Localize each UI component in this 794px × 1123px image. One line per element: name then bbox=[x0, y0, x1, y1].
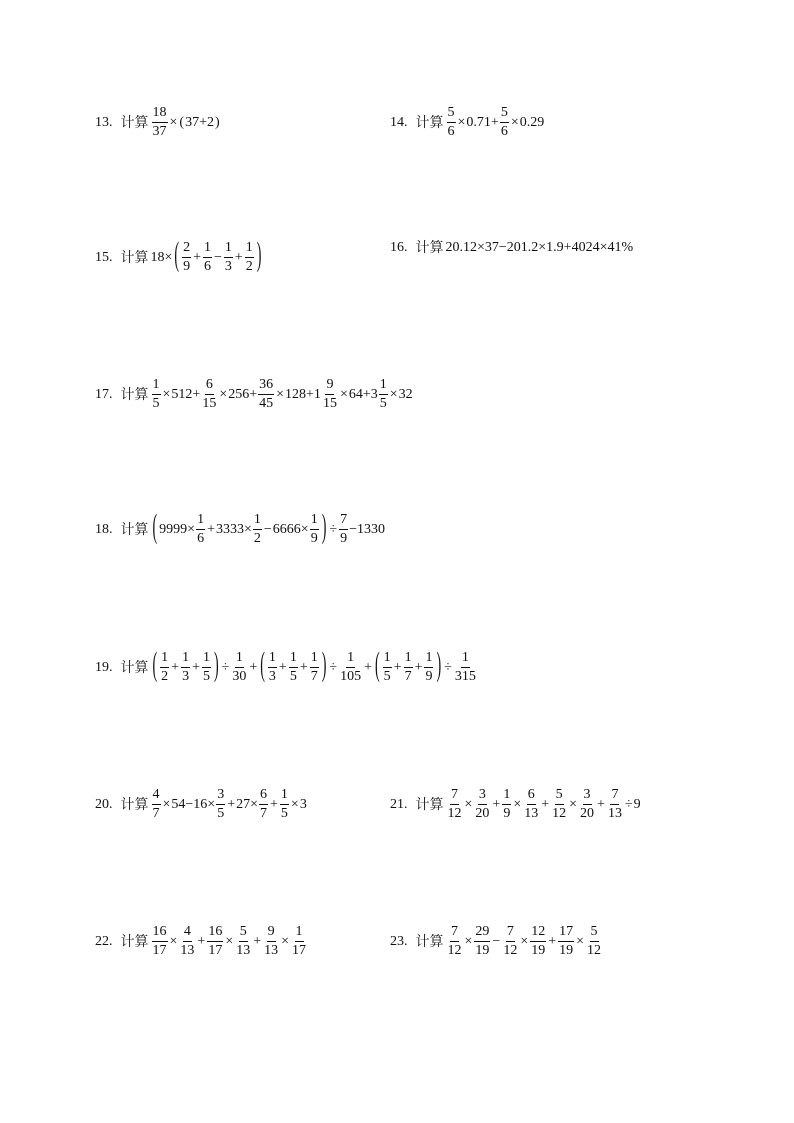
expression bbox=[151, 648, 478, 685]
operator: × bbox=[169, 933, 178, 949]
fraction bbox=[179, 925, 195, 958]
expression bbox=[446, 241, 634, 255]
numerator: 1 bbox=[224, 241, 233, 258]
numerator: 1 bbox=[424, 651, 433, 668]
fraction bbox=[523, 788, 539, 821]
fraction bbox=[379, 378, 388, 411]
fraction bbox=[207, 925, 223, 958]
denominator: 5 bbox=[202, 669, 210, 684]
fraction bbox=[607, 788, 623, 821]
problem-16 bbox=[390, 241, 633, 255]
numerator: 16 bbox=[207, 925, 223, 942]
numerator: 5 bbox=[239, 925, 248, 942]
denominator: 2 bbox=[245, 259, 253, 274]
operator: + bbox=[414, 659, 423, 675]
operator: + bbox=[597, 796, 605, 812]
denominator: 17 bbox=[152, 943, 167, 958]
denominator: 5 bbox=[379, 396, 387, 411]
denominator: 30 bbox=[232, 669, 247, 684]
denominator: 20 bbox=[580, 806, 595, 821]
denominator: 5 bbox=[280, 806, 288, 821]
denominator: 7 bbox=[310, 669, 318, 684]
denominator: 13 bbox=[236, 943, 251, 958]
numerator: 4 bbox=[183, 925, 192, 942]
operator: × bbox=[569, 796, 578, 812]
instruction-label: 计算 bbox=[120, 521, 149, 538]
numerator: 1 bbox=[310, 513, 319, 530]
operator: × bbox=[276, 386, 285, 402]
numerator: 1 bbox=[152, 378, 161, 395]
paren: ) bbox=[214, 114, 220, 130]
denominator: 7 bbox=[152, 806, 160, 821]
operator: + bbox=[249, 659, 258, 675]
numerator: 7 bbox=[450, 925, 459, 942]
problem-13 bbox=[95, 106, 221, 139]
instruction-label: 计算 bbox=[120, 796, 149, 813]
fraction bbox=[474, 788, 490, 821]
problem-21 bbox=[390, 788, 641, 821]
term: 32 bbox=[398, 386, 413, 402]
denominator: 3 bbox=[268, 669, 276, 684]
denominator: 15 bbox=[202, 396, 217, 411]
fraction bbox=[310, 513, 319, 546]
fraction bbox=[152, 788, 161, 821]
fraction bbox=[280, 788, 289, 821]
term: 512+ bbox=[171, 386, 201, 402]
numerator: 7 bbox=[506, 925, 515, 942]
operator: × bbox=[339, 386, 348, 402]
fraction bbox=[201, 378, 217, 411]
denominator: 12 bbox=[503, 943, 518, 958]
denominator: 9 bbox=[425, 669, 433, 684]
numerator: 6 bbox=[527, 788, 536, 805]
numerator: 1 bbox=[253, 513, 262, 530]
numerator: 29 bbox=[474, 925, 490, 942]
term: 9999× bbox=[159, 521, 196, 537]
denominator: 12 bbox=[447, 806, 462, 821]
problem-14 bbox=[390, 106, 544, 139]
problem-number: 21. bbox=[390, 796, 408, 812]
fraction bbox=[500, 106, 509, 139]
term: 54−16× bbox=[171, 796, 216, 812]
denominator: 9 bbox=[310, 531, 318, 546]
operator: × bbox=[290, 796, 299, 812]
fraction bbox=[196, 513, 205, 546]
denominator: 7 bbox=[404, 669, 412, 684]
numerator: 16 bbox=[152, 925, 168, 942]
large-paren: ) bbox=[321, 648, 327, 685]
instruction-label: 计算 bbox=[415, 114, 444, 131]
instruction-label: 计算 bbox=[120, 249, 149, 266]
fraction bbox=[502, 925, 518, 958]
expression bbox=[150, 238, 264, 275]
fraction bbox=[551, 788, 567, 821]
denominator: 6 bbox=[500, 124, 508, 139]
problem-number: 23. bbox=[390, 933, 408, 949]
fraction bbox=[579, 788, 595, 821]
large-paren: ( bbox=[174, 238, 180, 275]
term: 0.29 bbox=[519, 114, 545, 130]
numerator: 9 bbox=[325, 378, 334, 395]
numerator: 1 bbox=[245, 241, 254, 258]
numerator: 18 bbox=[152, 106, 168, 123]
numerator: 2 bbox=[182, 241, 191, 258]
fraction bbox=[182, 241, 191, 274]
fraction bbox=[404, 651, 413, 684]
fraction bbox=[268, 651, 277, 684]
operator: × bbox=[219, 386, 228, 402]
instruction-label: 计算 bbox=[415, 240, 444, 256]
operator: + bbox=[193, 249, 201, 265]
denominator: 20 bbox=[475, 806, 490, 821]
fraction bbox=[474, 925, 490, 958]
denominator: 12 bbox=[587, 943, 602, 958]
numerator: 5 bbox=[500, 106, 509, 123]
term: 0.71+ bbox=[466, 114, 499, 130]
denominator: 15 bbox=[322, 396, 337, 411]
operator: × bbox=[464, 933, 473, 949]
operator: × bbox=[510, 114, 519, 130]
denominator: 12 bbox=[552, 806, 567, 821]
problem-23 bbox=[390, 925, 603, 958]
numerator: 3 bbox=[583, 788, 592, 805]
fraction bbox=[339, 651, 362, 684]
term: −1330 bbox=[349, 521, 385, 537]
fraction bbox=[152, 106, 168, 139]
numerator: 1 bbox=[181, 651, 190, 668]
operator: + bbox=[171, 659, 180, 675]
denominator: 2 bbox=[161, 669, 169, 684]
fraction bbox=[447, 925, 463, 958]
fraction bbox=[310, 651, 319, 684]
numerator: 6 bbox=[259, 788, 268, 805]
denominator: 45 bbox=[259, 396, 274, 411]
numerator: 7 bbox=[339, 513, 348, 530]
operator: + bbox=[192, 659, 200, 675]
denominator: 5 bbox=[152, 396, 160, 411]
denominator: 3 bbox=[182, 669, 190, 684]
numerator: 1 bbox=[203, 241, 212, 258]
numerator: 36 bbox=[258, 378, 274, 395]
paren: ( bbox=[179, 114, 185, 130]
expression bbox=[151, 788, 307, 821]
problem-15 bbox=[95, 238, 263, 275]
operator: + bbox=[548, 933, 557, 949]
denominator: 3 bbox=[224, 259, 232, 274]
expression bbox=[151, 378, 413, 411]
fraction bbox=[181, 651, 190, 684]
large-paren: ( bbox=[152, 510, 158, 547]
operator: + bbox=[364, 659, 372, 675]
expression bbox=[446, 788, 641, 821]
operator: × bbox=[520, 933, 529, 949]
denominator: 37 bbox=[152, 124, 167, 139]
fraction bbox=[339, 513, 348, 546]
expression bbox=[151, 106, 221, 139]
operator: + bbox=[299, 659, 308, 675]
large-paren: ) bbox=[256, 238, 262, 275]
numerator: 5 bbox=[590, 925, 599, 942]
numerator: 1 bbox=[310, 651, 319, 668]
term: 6666× bbox=[272, 521, 309, 537]
denominator: 13 bbox=[524, 806, 539, 821]
numerator: 1 bbox=[235, 651, 244, 668]
problem-number: 16. bbox=[390, 240, 408, 255]
operator: × bbox=[513, 796, 522, 812]
fraction bbox=[586, 925, 602, 958]
fraction bbox=[530, 925, 546, 958]
numerator: 1 bbox=[202, 651, 211, 668]
problem-19 bbox=[95, 648, 478, 685]
instruction-label: 计算 bbox=[415, 933, 444, 950]
term: 3 bbox=[299, 796, 307, 812]
numerator: 1 bbox=[346, 651, 355, 668]
fraction bbox=[258, 378, 274, 411]
numerator: 1 bbox=[383, 651, 392, 668]
term: 64+3 bbox=[348, 386, 378, 402]
problem-number: 13. bbox=[95, 114, 113, 130]
numerator: 9 bbox=[267, 925, 276, 942]
fraction bbox=[447, 106, 456, 139]
fraction bbox=[202, 651, 211, 684]
operator: × bbox=[225, 933, 234, 949]
large-paren: ) bbox=[213, 648, 219, 685]
operator: ÷ bbox=[221, 659, 230, 675]
term: 20.12×37−201.2×1.9+4024×41% bbox=[445, 240, 634, 255]
numerator: 1 bbox=[502, 788, 511, 805]
problem-18 bbox=[95, 510, 385, 547]
numerator: 17 bbox=[558, 925, 574, 942]
denominator: 19 bbox=[559, 943, 574, 958]
expression bbox=[151, 510, 385, 547]
operator: + bbox=[492, 796, 501, 812]
large-paren: ( bbox=[152, 648, 158, 685]
denominator: 2 bbox=[253, 531, 261, 546]
operator: × bbox=[169, 114, 178, 130]
denominator: 19 bbox=[531, 943, 546, 958]
fraction bbox=[203, 241, 212, 274]
problem-22 bbox=[95, 925, 308, 958]
numerator: 1 bbox=[289, 651, 298, 668]
denominator: 13 bbox=[607, 806, 622, 821]
problem-number: 18. bbox=[95, 521, 113, 537]
operator: ÷ bbox=[444, 659, 452, 675]
denominator: 13 bbox=[264, 943, 279, 958]
operator: + bbox=[207, 521, 215, 537]
expression bbox=[446, 106, 545, 139]
operator: − bbox=[213, 249, 222, 265]
operator: + bbox=[227, 796, 236, 812]
operator: × bbox=[464, 796, 473, 812]
problem-number: 22. bbox=[95, 933, 113, 949]
numerator: 1 bbox=[461, 651, 470, 668]
fraction bbox=[224, 241, 233, 274]
term: 3333× bbox=[215, 521, 252, 537]
fraction bbox=[502, 788, 511, 821]
term: 256+ bbox=[228, 386, 258, 402]
denominator: 19 bbox=[475, 943, 490, 958]
fraction bbox=[235, 925, 251, 958]
fraction bbox=[291, 925, 307, 958]
instruction-label: 计算 bbox=[120, 933, 149, 950]
operator: − bbox=[492, 933, 501, 949]
term: 18× bbox=[150, 249, 173, 265]
denominator: 6 bbox=[203, 259, 211, 274]
fraction bbox=[216, 788, 225, 821]
operator: × bbox=[162, 796, 171, 812]
denominator: 17 bbox=[292, 943, 307, 958]
operator: + bbox=[541, 796, 550, 812]
instruction-label: 计算 bbox=[120, 659, 149, 676]
denominator: 105 bbox=[340, 669, 362, 684]
operator: × bbox=[457, 114, 466, 130]
fraction bbox=[558, 925, 574, 958]
operator: ÷ bbox=[329, 521, 338, 537]
problem-number: 19. bbox=[95, 659, 113, 675]
operator: − bbox=[263, 521, 272, 537]
numerator: 5 bbox=[555, 788, 564, 805]
large-paren: ( bbox=[375, 648, 380, 685]
denominator: 9 bbox=[340, 531, 348, 546]
fraction bbox=[289, 651, 298, 684]
numerator: 1 bbox=[196, 513, 205, 530]
operator: + bbox=[278, 659, 287, 675]
fraction bbox=[424, 651, 433, 684]
problem-number: 20. bbox=[95, 796, 113, 812]
fraction bbox=[454, 651, 477, 684]
denominator: 5 bbox=[217, 806, 225, 821]
fraction bbox=[253, 513, 262, 546]
problem-20 bbox=[95, 788, 307, 821]
denominator: 9 bbox=[183, 259, 191, 274]
denominator: 5 bbox=[383, 669, 391, 684]
instruction-label: 计算 bbox=[415, 796, 444, 813]
large-paren: ) bbox=[321, 510, 327, 547]
problem-number: 14. bbox=[390, 114, 408, 130]
fraction bbox=[231, 651, 247, 684]
fraction bbox=[383, 651, 392, 684]
expression bbox=[151, 925, 309, 958]
numerator: 4 bbox=[152, 788, 161, 805]
term: 27× bbox=[236, 796, 259, 812]
fraction bbox=[245, 241, 254, 274]
fraction bbox=[152, 378, 161, 411]
expression bbox=[446, 925, 604, 958]
term: 9 bbox=[633, 796, 641, 812]
denominator: 315 bbox=[454, 669, 476, 684]
operator: + bbox=[253, 933, 262, 949]
denominator: 7 bbox=[260, 806, 268, 821]
problem-number: 15. bbox=[95, 249, 113, 265]
large-paren: ( bbox=[260, 648, 265, 685]
denominator: 17 bbox=[208, 943, 223, 958]
operator: × bbox=[389, 386, 398, 402]
numerator: 12 bbox=[530, 925, 546, 942]
instruction-label: 计算 bbox=[120, 386, 149, 403]
instruction-label: 计算 bbox=[120, 114, 149, 131]
numerator: 1 bbox=[160, 651, 169, 668]
numerator: 1 bbox=[379, 378, 388, 395]
fraction bbox=[259, 788, 268, 821]
numerator: 7 bbox=[450, 788, 459, 805]
numerator: 1 bbox=[280, 788, 289, 805]
operator: × bbox=[281, 933, 290, 949]
fraction bbox=[152, 925, 168, 958]
fraction bbox=[263, 925, 279, 958]
numerator: 1 bbox=[404, 651, 413, 668]
fraction bbox=[160, 651, 169, 684]
numerator: 5 bbox=[447, 106, 456, 123]
numerator: 7 bbox=[610, 788, 619, 805]
term: 128+1 bbox=[285, 386, 321, 402]
numerator: 3 bbox=[478, 788, 487, 805]
denominator: 9 bbox=[503, 806, 511, 821]
operator: ÷ bbox=[624, 796, 633, 812]
numerator: 6 bbox=[205, 378, 214, 395]
numerator: 1 bbox=[268, 651, 277, 668]
operator: + bbox=[197, 933, 206, 949]
term: 37+2 bbox=[185, 114, 214, 130]
operator: × bbox=[162, 386, 171, 402]
large-paren: ) bbox=[436, 648, 442, 685]
operator: + bbox=[270, 796, 278, 812]
numerator: 3 bbox=[216, 788, 225, 805]
operator: + bbox=[393, 659, 402, 675]
numerator: 1 bbox=[295, 925, 304, 942]
denominator: 6 bbox=[447, 124, 455, 139]
denominator: 6 bbox=[197, 531, 205, 546]
fraction bbox=[322, 378, 338, 411]
denominator: 13 bbox=[180, 943, 195, 958]
fraction bbox=[447, 788, 463, 821]
problem-number: 17. bbox=[95, 386, 113, 402]
operator: × bbox=[576, 933, 585, 949]
problem-17 bbox=[95, 378, 413, 411]
denominator: 12 bbox=[447, 943, 462, 958]
denominator: 5 bbox=[289, 669, 297, 684]
operator: ÷ bbox=[329, 659, 338, 675]
operator: + bbox=[234, 249, 243, 265]
